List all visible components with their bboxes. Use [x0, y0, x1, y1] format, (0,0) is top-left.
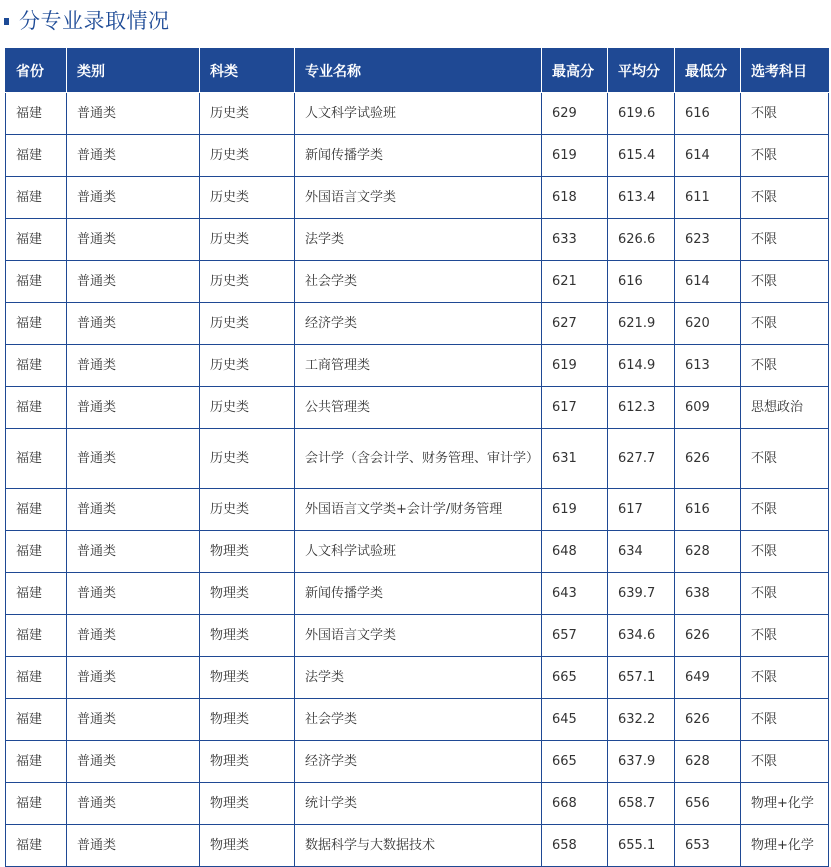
table-row: [6, 699, 829, 741]
cell-max-score: 617: [542, 387, 608, 429]
cell-max-score: 658: [542, 825, 608, 867]
cell-avg-score: 621.9: [608, 303, 675, 345]
cell-min-score: 626: [675, 615, 741, 657]
cell-avg-score: 612.3: [608, 387, 675, 429]
cell-category: 普通类: [67, 783, 200, 825]
cell-min-score: 611: [675, 177, 741, 219]
cell-avg-score: 637.9: [608, 741, 675, 783]
cell-max-score: 627: [542, 303, 608, 345]
cell-major-name: 外国语言文学类: [295, 177, 542, 219]
table-row: [6, 741, 829, 783]
cell-category: 普通类: [67, 699, 200, 741]
cell-major-name: 数据科学与大数据技术: [295, 825, 542, 867]
cell-major-name: 公共管理类: [295, 387, 542, 429]
cell-category: 普通类: [67, 657, 200, 699]
cell-major-name: 社会学类: [295, 261, 542, 303]
cell-avg-score: 614.9: [608, 345, 675, 387]
header-subject-track: 科类: [200, 49, 295, 93]
cell-avg-score: 658.7: [608, 783, 675, 825]
bullet-marker: [4, 18, 9, 25]
cell-province: 福建: [6, 657, 67, 699]
cell-min-score: 656: [675, 783, 741, 825]
cell-avg-score: 615.4: [608, 135, 675, 177]
cell-avg-score: 634.6: [608, 615, 675, 657]
cell-category: 普通类: [67, 741, 200, 783]
cell-subject-track: 物理类: [200, 657, 295, 699]
cell-required-subjects: 不限: [741, 741, 829, 783]
cell-required-subjects: 不限: [741, 261, 829, 303]
cell-min-score: 614: [675, 135, 741, 177]
cell-min-score: 649: [675, 657, 741, 699]
cell-major-name: 统计学类: [295, 783, 542, 825]
cell-min-score: 638: [675, 573, 741, 615]
cell-required-subjects: 不限: [741, 531, 829, 573]
cell-max-score: 621: [542, 261, 608, 303]
cell-category: 普通类: [67, 177, 200, 219]
header-avg-score: 平均分: [608, 49, 675, 93]
cell-required-subjects: 不限: [741, 93, 829, 135]
table-header-row: [6, 49, 829, 93]
cell-category: 普通类: [67, 429, 200, 489]
table-row: [6, 573, 829, 615]
cell-max-score: 657: [542, 615, 608, 657]
table-row: [6, 489, 829, 531]
cell-avg-score: 632.2: [608, 699, 675, 741]
admissions-table: [5, 48, 829, 867]
cell-min-score: 628: [675, 741, 741, 783]
cell-max-score: 619: [542, 345, 608, 387]
cell-min-score: 623: [675, 219, 741, 261]
table-row: [6, 531, 829, 573]
cell-required-subjects: 物理+化学: [741, 783, 829, 825]
cell-required-subjects: 不限: [741, 429, 829, 489]
cell-province: 福建: [6, 573, 67, 615]
cell-subject-track: 物理类: [200, 699, 295, 741]
section-title: 分专业录取情况: [19, 9, 170, 33]
table-row: [6, 387, 829, 429]
cell-subject-track: 物理类: [200, 825, 295, 867]
header-major-name: 专业名称: [295, 49, 542, 93]
cell-major-name: 经济学类: [295, 741, 542, 783]
cell-subject-track: 历史类: [200, 489, 295, 531]
cell-major-name: 法学类: [295, 219, 542, 261]
cell-max-score: 665: [542, 741, 608, 783]
cell-required-subjects: 不限: [741, 345, 829, 387]
cell-required-subjects: 不限: [741, 699, 829, 741]
table-row: [6, 429, 829, 489]
cell-province: 福建: [6, 825, 67, 867]
cell-category: 普通类: [67, 135, 200, 177]
cell-min-score: 616: [675, 489, 741, 531]
table-row: [6, 303, 829, 345]
cell-avg-score: 655.1: [608, 825, 675, 867]
cell-major-name: 外国语言文学类+会计学/财务管理: [295, 489, 542, 531]
cell-max-score: 619: [542, 489, 608, 531]
table-row: [6, 657, 829, 699]
cell-category: 普通类: [67, 825, 200, 867]
cell-required-subjects: 物理+化学: [741, 825, 829, 867]
cell-category: 普通类: [67, 387, 200, 429]
cell-province: 福建: [6, 261, 67, 303]
cell-max-score: 643: [542, 573, 608, 615]
cell-major-name: 工商管理类: [295, 345, 542, 387]
cell-subject-track: 历史类: [200, 177, 295, 219]
cell-province: 福建: [6, 741, 67, 783]
cell-subject-track: 历史类: [200, 219, 295, 261]
table-row: [6, 825, 829, 867]
cell-max-score: 631: [542, 429, 608, 489]
section-header: [4, 5, 170, 35]
cell-subject-track: 历史类: [200, 429, 295, 489]
cell-category: 普通类: [67, 345, 200, 387]
cell-subject-track: 历史类: [200, 135, 295, 177]
cell-required-subjects: 不限: [741, 573, 829, 615]
cell-category: 普通类: [67, 219, 200, 261]
cell-province: 福建: [6, 531, 67, 573]
cell-max-score: 619: [542, 135, 608, 177]
cell-category: 普通类: [67, 489, 200, 531]
table-row: [6, 177, 829, 219]
cell-major-name: 新闻传播学类: [295, 135, 542, 177]
table-row: [6, 219, 829, 261]
cell-min-score: 613: [675, 345, 741, 387]
table-row: [6, 261, 829, 303]
cell-avg-score: 626.6: [608, 219, 675, 261]
cell-min-score: 620: [675, 303, 741, 345]
cell-province: 福建: [6, 615, 67, 657]
cell-subject-track: 历史类: [200, 93, 295, 135]
header-province: 省份: [6, 49, 67, 93]
cell-subject-track: 历史类: [200, 345, 295, 387]
cell-max-score: 645: [542, 699, 608, 741]
cell-required-subjects: 不限: [741, 615, 829, 657]
cell-max-score: 665: [542, 657, 608, 699]
table-row: [6, 345, 829, 387]
cell-required-subjects: 不限: [741, 657, 829, 699]
header-max-score: 最高分: [542, 49, 608, 93]
header-required-subjects: 选考科目: [741, 49, 829, 93]
cell-required-subjects: 不限: [741, 177, 829, 219]
cell-avg-score: 634: [608, 531, 675, 573]
cell-subject-track: 物理类: [200, 783, 295, 825]
cell-province: 福建: [6, 345, 67, 387]
cell-required-subjects: 不限: [741, 489, 829, 531]
table-row: [6, 783, 829, 825]
cell-major-name: 会计学（含会计学、财务管理、审计学）: [295, 429, 542, 489]
cell-category: 普通类: [67, 93, 200, 135]
cell-major-name: 法学类: [295, 657, 542, 699]
header-min-score: 最低分: [675, 49, 741, 93]
header-category: 类别: [67, 49, 200, 93]
cell-avg-score: 627.7: [608, 429, 675, 489]
cell-subject-track: 物理类: [200, 741, 295, 783]
cell-required-subjects: 不限: [741, 303, 829, 345]
cell-major-name: 外国语言文学类: [295, 615, 542, 657]
cell-major-name: 人文科学试验班: [295, 531, 542, 573]
cell-subject-track: 历史类: [200, 387, 295, 429]
cell-category: 普通类: [67, 615, 200, 657]
cell-avg-score: 639.7: [608, 573, 675, 615]
cell-category: 普通类: [67, 303, 200, 345]
cell-category: 普通类: [67, 573, 200, 615]
cell-min-score: 653: [675, 825, 741, 867]
cell-major-name: 人文科学试验班: [295, 93, 542, 135]
cell-min-score: 628: [675, 531, 741, 573]
cell-subject-track: 历史类: [200, 261, 295, 303]
table-row: [6, 615, 829, 657]
cell-avg-score: 616: [608, 261, 675, 303]
cell-avg-score: 657.1: [608, 657, 675, 699]
cell-required-subjects: 不限: [741, 135, 829, 177]
cell-category: 普通类: [67, 261, 200, 303]
cell-min-score: 616: [675, 93, 741, 135]
table-body: [6, 93, 829, 867]
cell-max-score: 618: [542, 177, 608, 219]
cell-max-score: 648: [542, 531, 608, 573]
cell-major-name: 社会学类: [295, 699, 542, 741]
cell-required-subjects: 不限: [741, 219, 829, 261]
cell-min-score: 609: [675, 387, 741, 429]
cell-province: 福建: [6, 387, 67, 429]
cell-province: 福建: [6, 219, 67, 261]
cell-max-score: 633: [542, 219, 608, 261]
cell-subject-track: 物理类: [200, 531, 295, 573]
cell-avg-score: 619.6: [608, 93, 675, 135]
cell-category: 普通类: [67, 531, 200, 573]
cell-subject-track: 历史类: [200, 303, 295, 345]
cell-province: 福建: [6, 135, 67, 177]
cell-min-score: 614: [675, 261, 741, 303]
cell-major-name: 经济学类: [295, 303, 542, 345]
cell-subject-track: 物理类: [200, 615, 295, 657]
cell-avg-score: 613.4: [608, 177, 675, 219]
cell-province: 福建: [6, 177, 67, 219]
cell-avg-score: 617: [608, 489, 675, 531]
cell-province: 福建: [6, 489, 67, 531]
cell-max-score: 668: [542, 783, 608, 825]
cell-subject-track: 物理类: [200, 573, 295, 615]
table-row: [6, 93, 829, 135]
cell-required-subjects: 思想政治: [741, 387, 829, 429]
cell-province: 福建: [6, 429, 67, 489]
cell-province: 福建: [6, 93, 67, 135]
cell-min-score: 626: [675, 699, 741, 741]
cell-province: 福建: [6, 699, 67, 741]
cell-min-score: 626: [675, 429, 741, 489]
cell-province: 福建: [6, 303, 67, 345]
table-row: [6, 135, 829, 177]
cell-major-name: 新闻传播学类: [295, 573, 542, 615]
cell-max-score: 629: [542, 93, 608, 135]
cell-province: 福建: [6, 783, 67, 825]
